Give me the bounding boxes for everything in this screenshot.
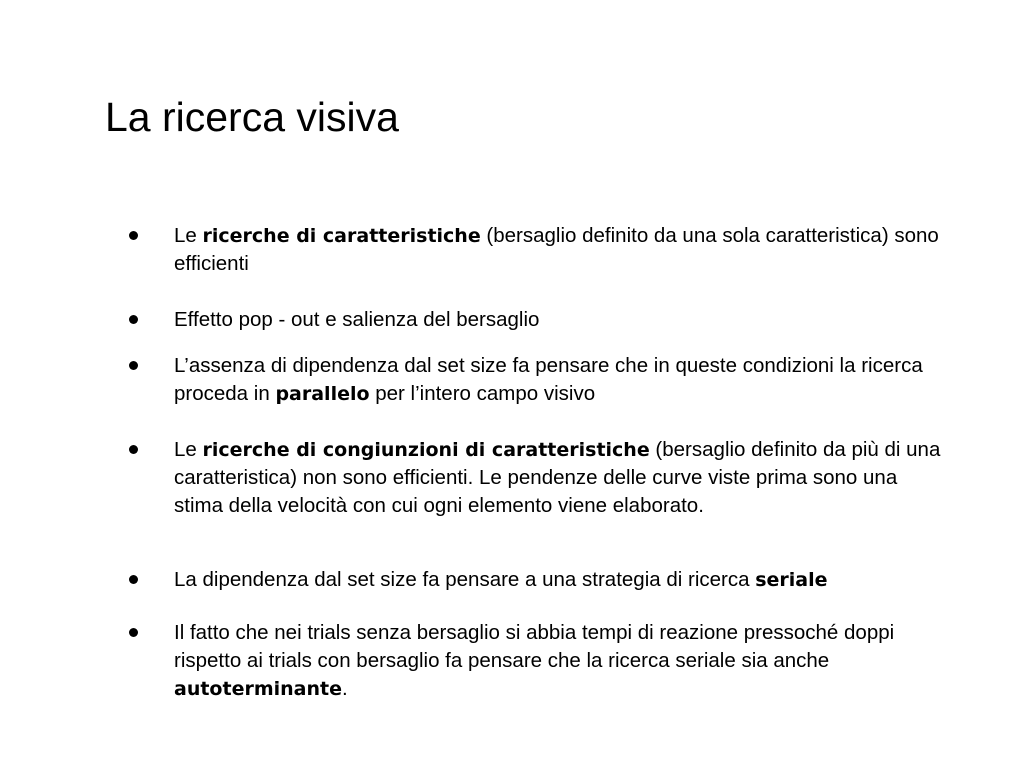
bullet-plain-text: . (341, 677, 348, 700)
bullet-dot-icon (129, 575, 138, 584)
bullet-plain-text: (bersaglio definito da più di una caratteristica) non sono efficienti. Le pendenze delle curve viste prima sono una stima della velocità con cui ogni elemento viene elaborato. (174, 438, 947, 517)
bullet-plain-text: La dipendenza dal set size fa pensare a una strategia di ricerca (174, 568, 756, 591)
bullet-dot-icon (129, 231, 138, 240)
bullet-bold-text: parallelo (275, 383, 370, 405)
bullet-text (174, 306, 944, 334)
slide-title: La ricerca visiva (105, 94, 399, 140)
bullet-bold-text: ricerche di congiunzioni di caratteristiche (202, 439, 650, 461)
bullet-text (174, 566, 944, 594)
bullet-text (174, 352, 944, 408)
bullet-plain-text: L’assenza di dipendenza dal set size fa pensare che in queste condizioni la ricerca proceda in (174, 354, 929, 405)
bullet-bold-text: ricerche di caratteristiche (202, 225, 481, 247)
bullet-plain-text: per l’intero campo visivo (369, 382, 596, 405)
bullet-plain-text: Effetto pop - out e salienza del bersaglio (174, 308, 540, 331)
bullet-dot-icon (129, 628, 138, 637)
bullet-bold-text: seriale (755, 569, 828, 591)
bullet-text (174, 222, 944, 278)
bullet-plain-text: (bersaglio definito da una sola caratteristica) sono efficienti (174, 224, 945, 275)
bullet-text (174, 436, 947, 520)
bullet-dot-icon (129, 361, 138, 370)
bullet-plain-text: Il fatto che nei trials senza bersaglio si abbia tempi di reazione pressoché doppi rispetto ai trials con bersaglio fa pensare che la ricerca seriale sia anche (174, 621, 900, 672)
bullet-text (174, 619, 944, 703)
bullet-dot-icon (129, 315, 138, 324)
bullet-bold-text: autoterminante (174, 678, 342, 700)
bullet-plain-text: Le (174, 224, 203, 247)
bullet-plain-text: Le (174, 438, 203, 461)
bullet-dot-icon (129, 445, 138, 454)
